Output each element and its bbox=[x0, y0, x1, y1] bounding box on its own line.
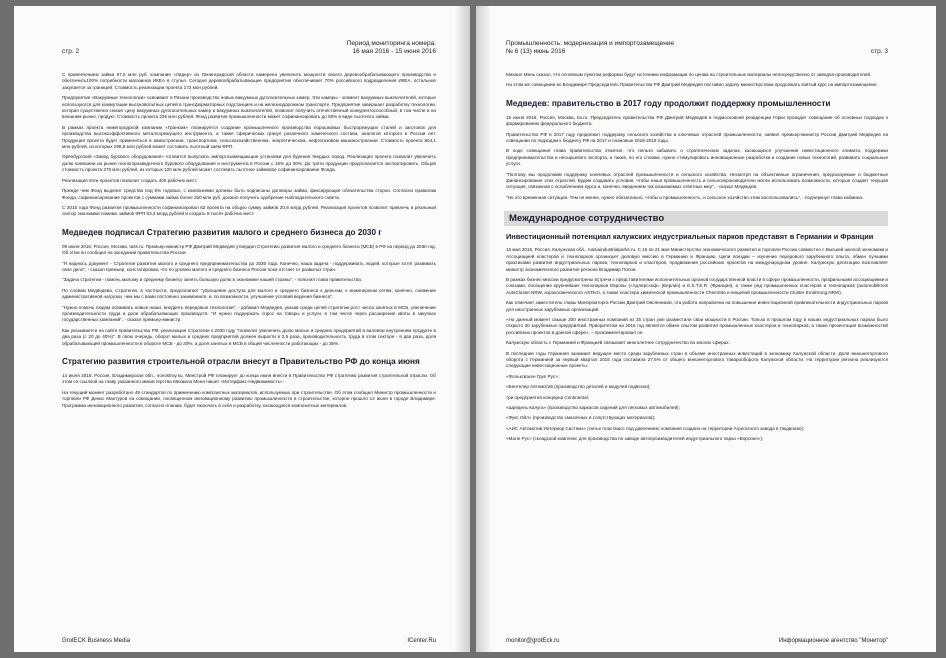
footer-site: ICenter.Ru bbox=[407, 638, 436, 644]
page-number: стр. 2 bbox=[62, 48, 80, 55]
paragraph: "Поэтому мы продолжим поддержку ключевых отраслей промышленности и сельского хозяйства. Несмотря на объективные ограничения, предсказуемые и бюджетные финансирование этих отраслей. Будем создавать условия, чтобы наша промышленность и сельхозпроизводители могли использовать возможности, которые создает текущая ситуация, связанная с ослаблением курса и, конечно, введением так называемых ответных мер", - сказал Медведев. bbox=[506, 171, 888, 190]
page-gutter-shadow bbox=[476, 6, 492, 652]
paragraph: В рамках проекта нижегородской компании «Гранком» планируется создание промышленного производства порошковых быстрорежущих сталей и заготовок для производства высокоэффективного металлорежущего инструмента, а также сферических гранул различного химического состава, аналогов которого в России нет. Продукция проекта будет применяться в авиастроении, транспортном, сельскохозяйственном, энергетическом, нефтегазовом машиностроении. Стоимость проекта 804,1 млн рублей, из которых 298,8 млн рублей может составить льготный заём ФРП. bbox=[62, 124, 436, 150]
section-heading: Международное сотрудничество bbox=[504, 211, 888, 226]
page-gutter-shadow bbox=[454, 6, 470, 652]
list-item-text: три предприятия концерна Continental; bbox=[506, 394, 589, 400]
right-page bbox=[476, 6, 936, 652]
paragraph: Прежде чем Фонд выделит средства под 5% годовых, с компаниями должны быть подписаны договоры займа, фиксирующие обязательства сторон. Согласно правилам Фонда, софинансирование проектов с суммами займа более 250 млн руб. должно получить одобрение Наблюдательного совета. bbox=[62, 188, 436, 200]
header-period bbox=[347, 40, 436, 56]
paragraph: «На данный момент свыше 200 иностранных компаний из 25 стран уже разместили свои мощности в России. Только в прошлом году в наших индустриальных парках было открыто 30 зарубежных предприятий. Приоритетом на 2016 год является обмен опытом развития промышленных кластеров и технопарков, а также презентация возможностей российских проектов в данной сфере», – прокомментировал он. bbox=[506, 316, 888, 335]
footer-publisher: GrotECK Business Media bbox=[62, 638, 131, 644]
list-item bbox=[506, 384, 888, 390]
paragraph: "Но это временная ситуация. Тем не менее, нужно обязательно, чтобы и промышленность, и сельское хозяйство этим воспользовались", - подчеркнул глава кабмина. bbox=[506, 194, 864, 200]
list-item-text: «Мале Рус» (складской комплекс для производства по заводе автопроизводителей индустриального парка «Ворсино»); bbox=[506, 436, 764, 442]
project-list bbox=[506, 374, 888, 443]
paragraph: 14 июня 2016, Россия, Владимирская обл., novostroy.su. Минстрой РФ планирует до конца июня внести в Правительство РФ стратегию развития строительной отрасли. Об этом со ссылкой на главу указанного министерства Михаила Меня пишет «Интерфакс-Недвижимость». bbox=[62, 373, 436, 385]
list-item bbox=[506, 436, 888, 442]
paragraph: В ходе совещания глава правительства отметил, что нельзя забывать о стратегических задачах, касающихся улучшения инвестиционного климата, поддержки предпринимательства и несырьевого экспорта, а также, по его словам, нужно стимулировать инновационные разработки и создание новых технологий, развивать социальные услуги. bbox=[506, 148, 888, 167]
paragraph: Оренбургский «Завод бурового оборудования» готовится выпускать импортозамещающие установки для бурения твердых пород. Реализация проекта позволит увеличить долю компании на рынке геологоразведочного бурового оборудования и инструмента в России с 15% до 30%. До трети продукции предполагается экспортировать. Общая стоимость проекта 279 млн рублей, из которых 120 млн рублей может составить льготное займовое софинансирование Фонда. bbox=[62, 154, 436, 173]
paragraph: Калужскую область с Германией и Францией связывает многолетнее сотрудничество во многих сферах. bbox=[506, 340, 730, 346]
list-item bbox=[506, 415, 888, 421]
list-item bbox=[506, 405, 888, 411]
list-item-text: «Фукс Ойл» (производство смазочных и сопутствующих материалов); bbox=[506, 415, 656, 421]
paragraph: Как указывается на сайте правительства РФ, реализация Стратегии к 2030 году "позволит увеличить долю малых и средних предприятий в валовом внутреннем продукте в два раза (с 20 до 40%)". В свою очередь, оборот малых и средних предприятий должен вырасти в 2,5 раза, производительность труда в этом секторе - в два раза, доля обрабатывающей промышленности в обороте МСБ - до 20%, а доля занятых в МСБ в общей численности работающих - до 35%. bbox=[62, 327, 436, 346]
paragraph: Михаил Мень сказал, что основным пунктом реформы будут источники информации по ценам на строительные материалы непосредственно от заводов-производителей. bbox=[506, 72, 872, 77]
paragraph: На текущий момент разработано 49 стандартов по применению композитных материалов, используемых при строительстве. Об этом сообщил Министр промышленности и торговли РФ Денис Мантуров на совещании, посвященном инновационному развитию промышленности в строительстве, которое прошло 14 июня в городе Владимире. Программа инновационного развития, согласно планам, будет включать в себя и разработку, касающуюся композитных материалов. bbox=[62, 389, 436, 408]
article-body bbox=[62, 244, 436, 347]
article-body bbox=[506, 115, 888, 201]
page-header bbox=[62, 40, 436, 56]
paragraph: Как отмечает заместитель главы Минпромторга России Дмитрий Овсянников, эта работа направлена на повышение инвестиционной привлекательности индустриальных парков для иностранных зарубежных организаций. bbox=[506, 300, 888, 312]
list-item-text: «АИС Автомотив Интериор Системз» (литье пластмасс под давлением; компания создана на территории Агрегатного завода в Людиново); bbox=[506, 425, 805, 431]
paragraph: В последние годы Германия занимает ведущее место среди зарубежных стран в объеме иностранных инвестиций в экономику Калужской области. Доля внешнеторгового оборота с Германией за первый квартал 2016 года составила 27,5% от общего внешнеторгового товарооборота Калужской области. На территории региона реализуются следующие инвестиционные проекты: bbox=[506, 350, 888, 369]
header-issue: № 6 (13) июнь 2016 bbox=[506, 48, 566, 55]
header-publication bbox=[506, 40, 674, 56]
page-footer bbox=[506, 638, 888, 644]
list-item bbox=[506, 374, 888, 380]
header-title: Период мониторинга номера: bbox=[346, 40, 436, 47]
list-item-text: «Шредель Калуга» (производство каркасов сидений для легковых автомобилей); bbox=[506, 405, 680, 410]
list-item-text: «Бентелер Автомотив (производство деталей и модулей подвески); bbox=[506, 384, 651, 390]
paragraph: С привлечением займа 67,5 млн руб. компания «Лидер» из Ленинградской области намерена увеличить мощности своего деревообрабатывающего производства и обеспечить100% потребности магазинов ИКЕА в стулья. Сегодня деревообрабатывающее предприятие обеспечивает 70% российского подразделения ИКЕА, остальное закупается за границей. Стоимость реализации проекта 173 млн рублей. bbox=[62, 72, 436, 90]
page-number: стр. 3 bbox=[870, 48, 888, 55]
paragraph: По словам Медведева, Стратегия, в частности, предполагает "упрощение доступа для малого и среднего бизнеса к деньгам, к инженерным сетям, конечно, снижение административной нагрузки, чем мы с вами постоянно занимаемся, и, по возможности, улучшение условий ведения бизнеса". bbox=[62, 287, 436, 300]
paragraph: "Я надеюсь документ - Стратегия развития малого и среднего предпринимательства до 2030 года. Конечно, наша задача - поддерживать людей, которые хотят развивать свое дело", - сказал премьер, констатировав, что по уровню малого и среднего бизнеса Россия пока отстает от развитых стран. bbox=[62, 260, 436, 272]
page-footer bbox=[62, 638, 436, 644]
page-header bbox=[506, 40, 888, 56]
left-page bbox=[14, 6, 470, 652]
list-item bbox=[506, 426, 888, 432]
header-title: Промышленность: модернизация и импортозамещение bbox=[506, 40, 675, 47]
paragraph: На этом же совещании во Владимире Председатель Правительства РФ Дмитрий Медведев поставил задачу министерствам продолжать взятый курс на импортозамещение. bbox=[506, 82, 878, 88]
article-title: Медведев подписал Стратегию развития малого и среднего бизнеса до 2030 г bbox=[62, 227, 382, 237]
paragraph: Предприятие «Вакуумные технологии» освоивает в Рязани производство новых вакуумных дугогасительных камер. Эти камеры - элемент вакуумных выключателей, которые используются для коммутации высоковольтных цепей в трансформаторных подстанциях и на железнодорожном транспорте. Предприятие завершает разработку технологии, которая существенно снизит цену вакуумных дугогасительных камер и вакуумных выключателей, позволит получить отечественный конкурентоспособный, в том числе и на внешнем рынке, продукт. Стоимость проекта 235 млн рублей. Фонд развития промышленности может софинансировать до 50% в виде льготного займа. bbox=[62, 95, 436, 120]
list-item-text: «Фольксваген Груп Рус»; bbox=[506, 373, 560, 379]
paragraph: "Нужно помочь людям осваивать новые ниши, внедрять передовые технологии", - добавил Медведев, указав среди целей стратегии рост числа занятых в МСБ, увеличение производительности труда и доли обрабатывающих производств. "И нужно поддержать спрос на товары и услуги, в том числе через расширение квоты в закупках государственных компаний", - сказал премьер-министр. bbox=[62, 304, 436, 323]
intro-text bbox=[506, 72, 888, 89]
article-title: Стратегию развития строительной отрасли внесут в Правительство РФ до конца июня bbox=[62, 357, 420, 366]
article-body bbox=[62, 373, 436, 409]
paragraph: 16 мая 2016, Россия, Калужская обл., russiaindustrialparks.ru. С 16 по 21 мая Министерство экономического развития и торговли России совместно с Высшей школой экономики и Ассоциацией кластеров и технопарков организует деловую миссию в Германию и Францию. Цели поездки – изучение передового зарубежного опыта, обмен лучшими практиками развития индустриальных парков, технопарков и кластеров, продвижение российских проектов на международном уровне. Калужскую делегацию возглавляет министр экономического развития региона Владимир Попов. bbox=[506, 247, 888, 272]
paragraph: Правительство РФ в 2017 году продолжит поддержку сельского хозяйства и ключевых отраслей промышленности, заявил премьер-министр России Дмитрий Медведев на совещании по подходам к бюджету РФ на 2017 и плановые 2018-2019 годы. bbox=[506, 131, 888, 144]
paragraph: С 2015 года Фонд развития промышленности софинансировал 62 проекта на общую сумму займов 20,8 млрд рублей. Реализация проектов позволит привлечь в реальный сектор экономики помимо займов ФРП 63,3 млрд рублей и создать 8 тысяч рабочих мест. bbox=[62, 204, 436, 217]
footer-email: monitor@grotEck.ru bbox=[506, 638, 560, 644]
list-item bbox=[506, 395, 888, 401]
paragraph: Реализация пяти проектов позволит создать 400 рабочих мест. bbox=[62, 177, 198, 183]
article-title: Медведев: правительство в 2017 году продолжит поддержку промышленности bbox=[506, 98, 831, 108]
article-title: Инвестиционный потенциал калужских индустриальных парков представят в Германии и Франции bbox=[506, 232, 874, 242]
paragraph: 15 июня 2016, Россия, Москва, ria.ru. Председатель правительства РФ Дмитрий Медведев в подмосковной резиденции Горки проводит совещание об основных подходах к формированию федерального бюджета. bbox=[506, 114, 888, 127]
footer-agency: Информационное агентство "Монитор" bbox=[778, 638, 888, 644]
header-dates: 16 мая 2016 - 15 июня 2016 bbox=[352, 48, 436, 55]
intro-text bbox=[62, 72, 436, 218]
article-body bbox=[506, 247, 888, 370]
paragraph: 09 июня 2016, Россия, Москва, tass.ru. Премьер-министр РФ Дмитрий Медведев утвердил Стратегию развития малого и среднего бизнеса (МСБ) в РФ на период до 2030 год. Об этом он сообщил на заседании правительства России. bbox=[62, 243, 436, 256]
paragraph: "Задача стратегии - помочь малому и среднему бизнесу занять большую долю в экономике нашей страны", - пояснил глава правительства. bbox=[62, 277, 363, 283]
paragraph: В рамках бизнес-миссии предусмотрены встречи с представителями исполнительных органов государственной власти в сфере промышленности, профильными ассоциациями и союзами, посещение крупнейших технопарков Европы («Адлерсхоф» (Берлин) и E.S.T.E.R. (Франция), а также ряд промышленных кластеров и технопарков (automobilkreis AutoCluster.NRW, аэрокосмического ASTech, а также кластера химической промышленности ChemSite и пищевой промышленности Cluster Ernährung.NRW). bbox=[506, 276, 888, 295]
